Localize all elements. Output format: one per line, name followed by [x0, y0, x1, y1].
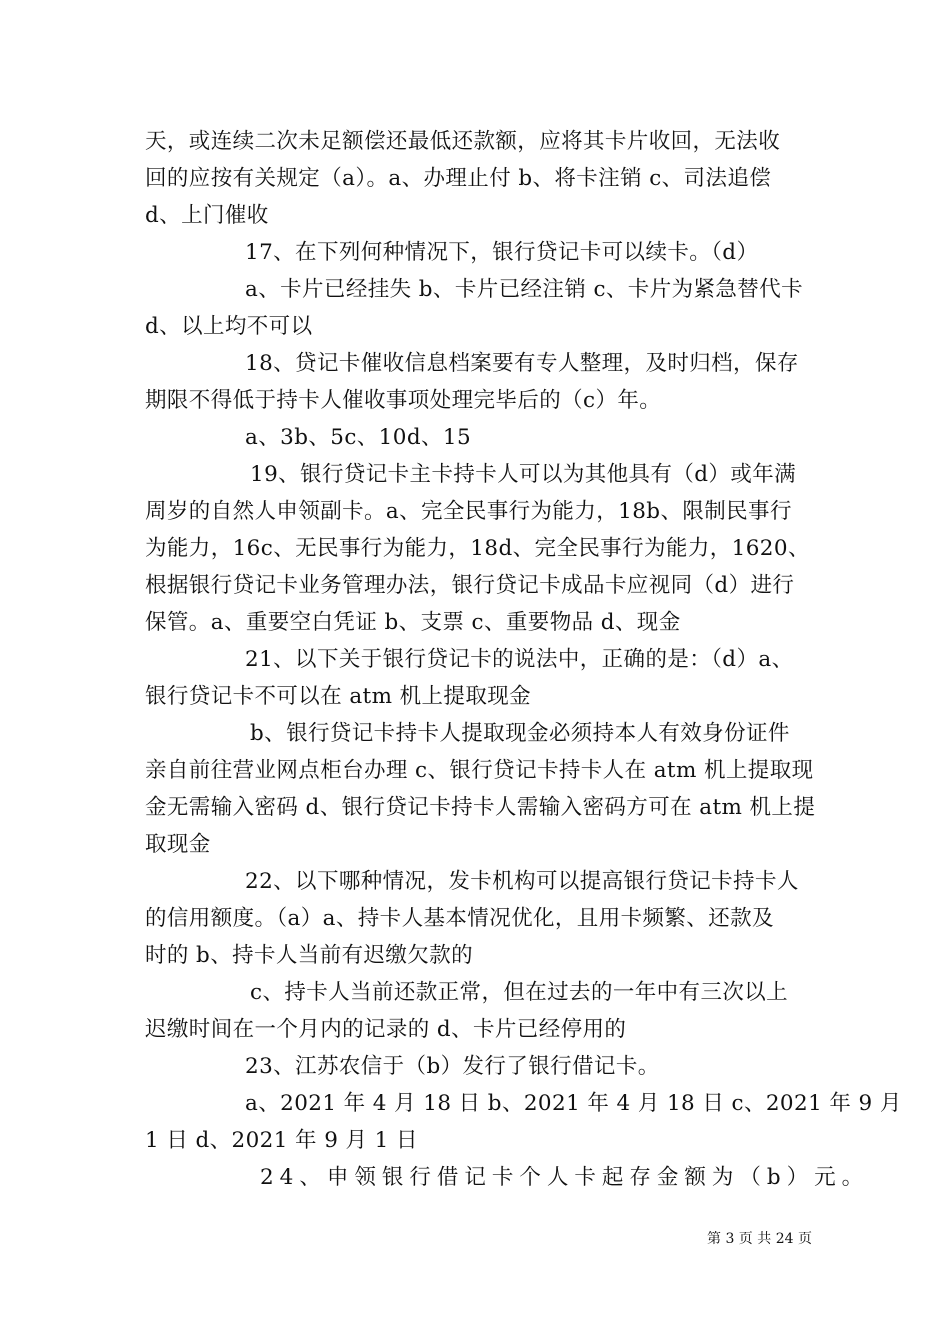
text-line: 时的 b、持卡人当前有迟缴欠款的: [145, 943, 473, 968]
text-line: 亲自前往营业网点柜台办理 c、银行贷记卡持卡人在 atm 机上提取现: [145, 758, 814, 783]
text-line: a、2021 年 4 月 18 日 b、2021 年 4 月 18 日 c、2021 年 9 月: [245, 1091, 902, 1116]
text-line: 金无需输入密码 d、银行贷记卡持卡人需输入密码方可在 atm 机上提: [145, 795, 816, 820]
text-line: 天，或连续二次未足额偿还最低还款额，应将其卡片收回，无法收: [145, 129, 781, 154]
text-line: 回的应按有关规定（a）。a、办理止付 b、将卡注销 c、司法追偿: [145, 166, 772, 191]
text-line: 期限不得低于持卡人催收事项处理完毕后的（c）年。: [145, 388, 662, 413]
text-line: 19、银行贷记卡主卡持卡人可以为其他具有（d）或年满: [250, 462, 797, 487]
text-line: 17、在下列何种情况下，银行贷记卡可以续卡。（d）: [245, 240, 759, 265]
text-line: b、银行贷记卡持卡人提取现金必须持本人有效身份证件: [250, 721, 790, 746]
text-line: 23、江苏农信于（b）发行了银行借记卡。: [245, 1054, 660, 1079]
text-line: 1 日 d、2021 年 9 月 1 日: [145, 1128, 418, 1153]
text-line: d、以上均不可以: [145, 314, 313, 339]
text-line: 周岁的自然人申领副卡。a、完全民事行为能力，18b、限制民事行: [145, 499, 792, 524]
text-line: d、上门催收: [145, 203, 269, 228]
text-line: 取现金: [145, 832, 211, 857]
text-line: 21、以下关于银行贷记卡的说法中，正确的是：（d）a、: [245, 647, 794, 672]
text-line: 的信用额度。（a）a、持卡人基本情况优化，且用卡频繁、还款及: [145, 906, 774, 931]
text-line: 18、贷记卡催收信息档案要有专人整理，及时归档，保存: [245, 351, 799, 376]
text-line: c、持卡人当前还款正常，但在过去的一年中有三次以上: [250, 980, 789, 1005]
page-number-footer: 第 3 页 共 24 页: [707, 1231, 812, 1247]
text-line: 为能力，16c、无民事行为能力，18d、完全民事行为能力，1620、: [145, 536, 810, 561]
text-line: 迟缴时间在一个月内的记录的 d、卡片已经停用的: [145, 1017, 627, 1042]
text-line: a、3b、5c、10d、15: [245, 425, 472, 450]
text-line: 根据银行贷记卡业务管理办法，银行贷记卡成品卡应视同（d）进行: [145, 573, 795, 598]
text-line: 24、申领银行借记卡个人卡起存金额为（b）元。: [260, 1165, 870, 1190]
text-line: 22、以下哪种情况，发卡机构可以提高银行贷记卡持卡人: [245, 869, 799, 894]
text-line: a、卡片已经挂失 b、卡片已经注销 c、卡片为紧急替代卡: [245, 277, 803, 302]
text-line: 保管。a、重要空白凭证 b、支票 c、重要物品 d、现金: [145, 610, 681, 635]
text-line: 银行贷记卡不可以在 atm 机上提取现金: [145, 684, 532, 709]
